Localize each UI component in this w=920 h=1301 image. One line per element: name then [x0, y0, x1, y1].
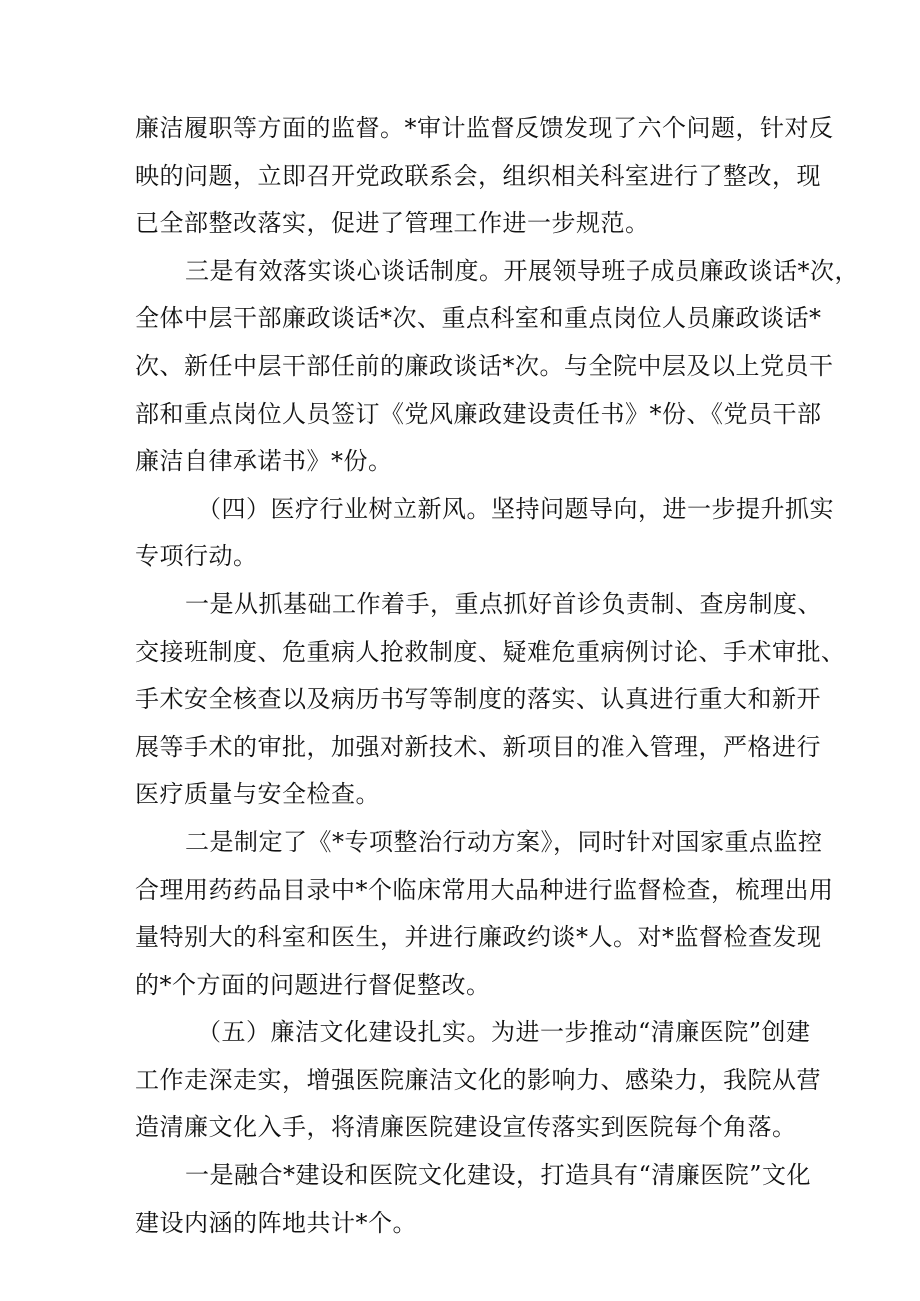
text-line: 合理用药药品目录中*个临床常用大品种进行监督检查，梳理出用	[135, 875, 834, 904]
text-line: 次、新任中层干部任前的廉政谈话*次。与全院中层及以上党员干	[135, 351, 834, 380]
text-line: 廉洁自律承诺书》*份。	[135, 447, 393, 476]
text-line: 交接班制度、危重病人抢救制度、疑难危重病例讨论、手术审批、	[135, 637, 846, 666]
text-line: 的*个方面的问题进行督促整改。	[135, 970, 491, 999]
paragraph-start-line: 一是从抓基础工作着手，重点抓好首诊负责制、查房制度、	[185, 589, 822, 618]
paragraph-start-line: 二是制定了《*专项整治行动方案》，同时针对国家重点监控	[185, 827, 823, 856]
text-line: 手术安全核查以及病历书写等制度的落实、认真进行重大和新开	[135, 685, 821, 714]
paragraph-start-line: 三是有效落实谈心谈话制度。开展领导班子成员廉政谈话*次，	[185, 256, 859, 285]
text-line: 医疗质量与安全检查。	[135, 780, 380, 809]
section-heading-line: （五）廉洁文化建设扎实。为进一步推动“清廉医院”创建	[197, 1018, 811, 1047]
section-heading-line: （四）医疗行业树立新风。坚持问题导向，进一步提升抓实	[197, 494, 834, 523]
text-line: 映的问题，立即召开党政联系会，组织相关科室进行了整改，现	[135, 161, 821, 190]
text-line: 建设内涵的阵地共计*个。	[135, 1208, 417, 1237]
text-line: 量特别大的科室和医生，并进行廉政约谈*人。对*监督检查发现	[135, 923, 822, 952]
document-body	[135, 105, 859, 1247]
text-line: 全体中层干部廉政谈话*次、重点科室和重点岗位人员廉政谈话*	[135, 304, 822, 333]
text-line: 造清廉文化入手，将清廉医院建设宣传落实到医院每个角落。	[135, 1113, 797, 1142]
text-line: 工作走深走实，增强医院廉洁文化的影响力、感染力，我院从营	[135, 1065, 821, 1094]
text-line: 已全部整改落实，促进了管理工作进一步规范。	[135, 209, 650, 238]
paragraph-start-line: 一是融合*建设和医院文化建设，打造具有“清廉医院”文化	[185, 1161, 812, 1190]
text-line: 部和重点岗位人员签订《党风廉政建设责任书》*份、《党员干部	[135, 399, 822, 428]
text-line: 专项行动。	[135, 542, 258, 571]
text-line: 展等手术的审批，加强对新技术、新项目的准入管理，严格进行	[135, 732, 821, 761]
text-line: 廉洁履职等方面的监督。*审计监督反馈发现了六个问题，针对反	[135, 114, 834, 142]
